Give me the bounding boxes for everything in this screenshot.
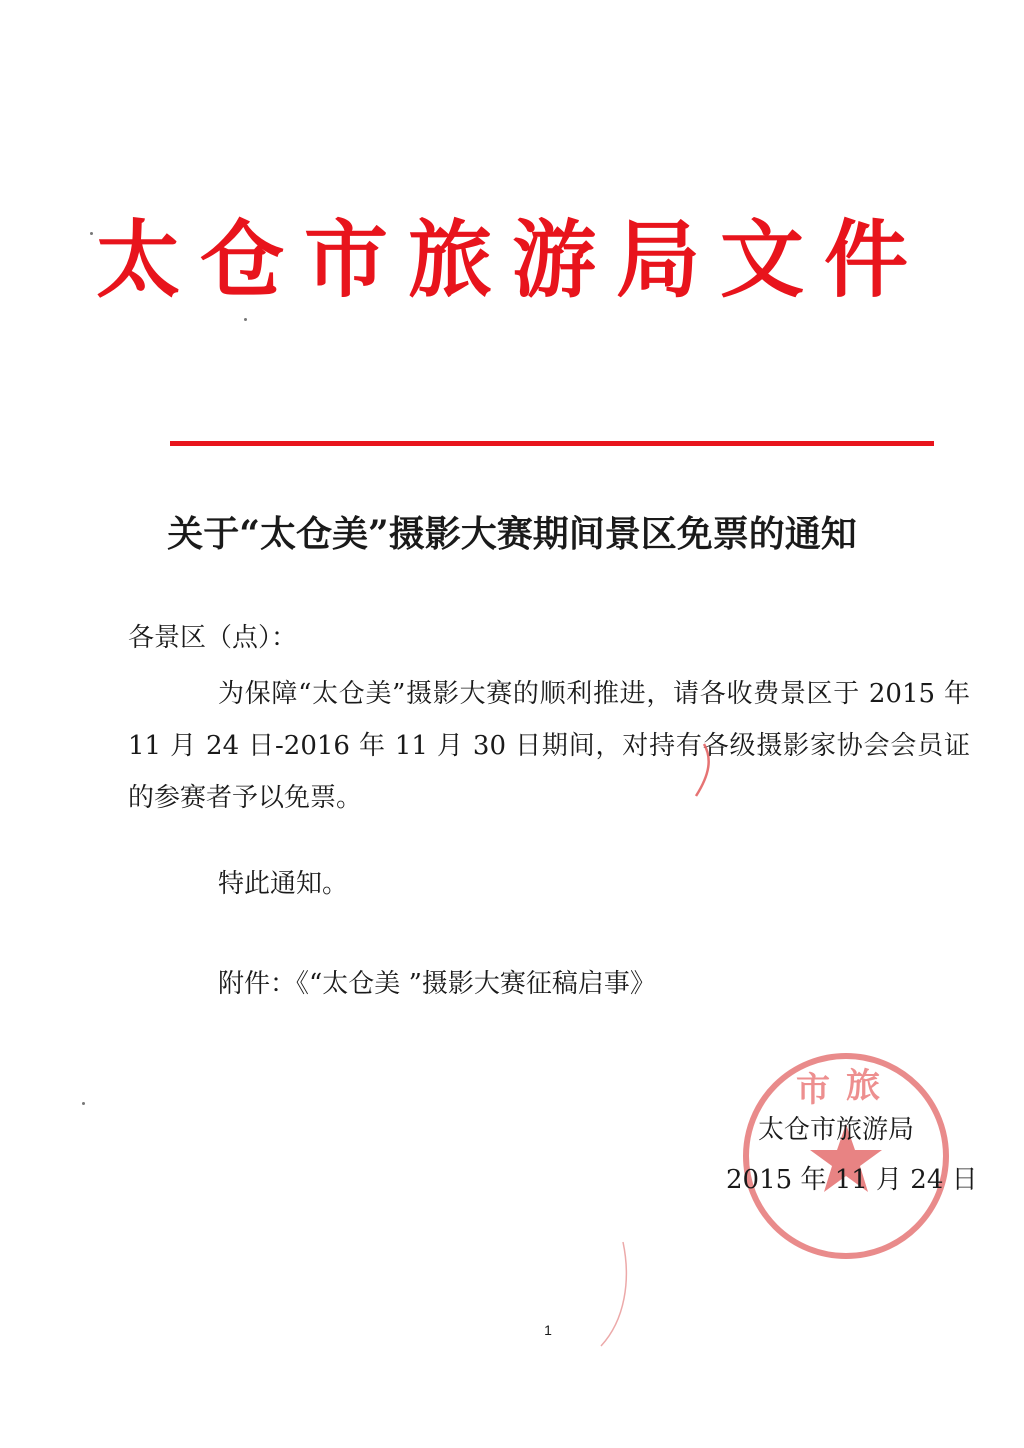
signature-date: 2015 年 11 月 24 日: [726, 1165, 978, 1195]
seal-char-1: 市: [796, 1070, 830, 1110]
document-header-title: 太仓市旅游局文件: [95, 210, 928, 309]
red-pen-mark-lower: [595, 1240, 635, 1350]
salutation: 各景区（点）：: [128, 623, 298, 653]
scan-speck: [82, 1102, 85, 1105]
scan-speck: [90, 232, 93, 235]
body-paragraph: 为保障“太仓美”摄影大赛的顺利推进，请各收费景区于 2015 年 11 月 24 日-2016 年 11 月 30 日期间，对持有各级摄影家协会会员证的参赛者予以免票。: [128, 679, 970, 813]
attachment-label: 附件：: [218, 969, 297, 999]
seal-char-2: 旅: [846, 1066, 880, 1106]
header-red-rule: [170, 441, 934, 446]
page-number: 1: [544, 1322, 552, 1338]
notice-title: 关于“太仓美”摄影大赛期间景区免票的通知: [167, 513, 857, 555]
closing-line: 特此通知。: [218, 869, 349, 899]
signature-organization: 太仓市旅游局: [758, 1115, 915, 1145]
attachment-line: [218, 966, 656, 1002]
red-pen-mark: [682, 740, 722, 800]
attachment-title: 《“太仓美 ”摄影大赛征稿启事》: [296, 969, 656, 999]
scan-speck: [244, 318, 247, 321]
